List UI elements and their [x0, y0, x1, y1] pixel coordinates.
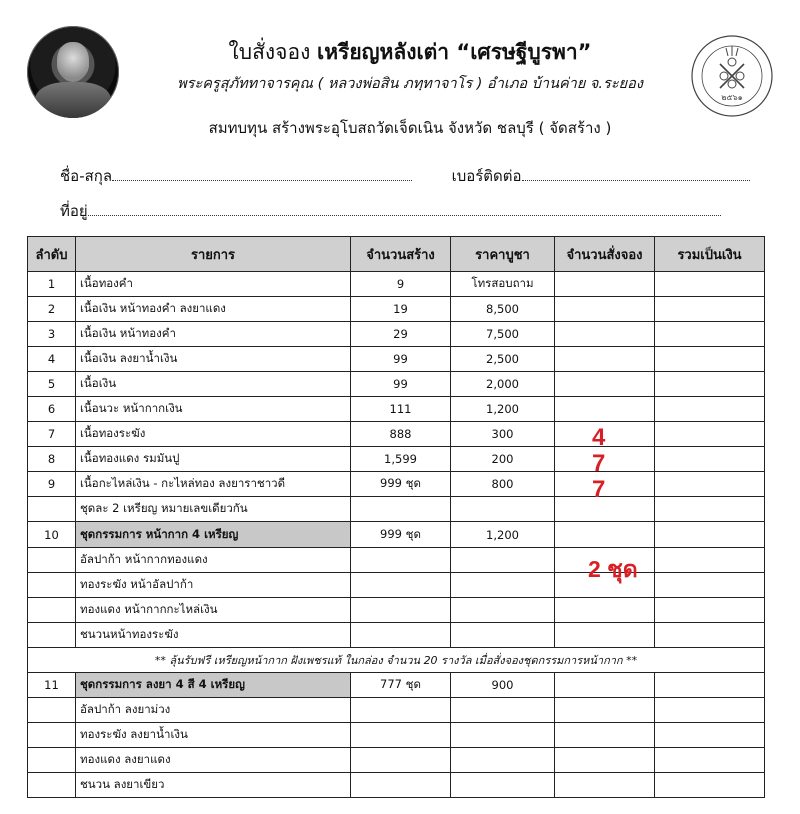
cell-price: 200: [451, 447, 555, 472]
cell-order[interactable]: [555, 347, 655, 372]
cell-item: เนื้อทองระฆัง: [76, 422, 351, 447]
cell-order[interactable]: [555, 397, 655, 422]
cell-total[interactable]: [655, 623, 765, 648]
cell-order[interactable]: [555, 748, 655, 773]
cell-price: 2,000: [451, 372, 555, 397]
table-row: [28, 472, 765, 497]
cell-no: 7: [28, 422, 76, 447]
cell-no: 5: [28, 372, 76, 397]
cell-qty: 777 ชุด: [351, 673, 451, 698]
cell-price: 2,500: [451, 347, 555, 372]
cell-price: 8,500: [451, 297, 555, 322]
cell-qty: 29: [351, 322, 451, 347]
table-row: [28, 422, 765, 447]
cell-item: อัลปาก้า ลงยาม่วง: [76, 698, 351, 723]
cell-no: 10: [28, 522, 76, 548]
cell-no: [28, 698, 76, 723]
cell-total[interactable]: [655, 773, 765, 798]
table-row: [28, 748, 765, 773]
table-row: [28, 698, 765, 723]
table-row: [28, 447, 765, 472]
name-label: ชื่อ-สกุล: [60, 167, 113, 185]
purpose-line: สมทบทุน สร้างพระอุโบสถวัดเจ็ดเนิน จังหวัด ชลบุรี ( จัดสร้าง ): [208, 119, 612, 137]
cell-no: 6: [28, 397, 76, 422]
cell-total[interactable]: [655, 698, 765, 723]
cell-price: 900: [451, 673, 555, 698]
cell-total[interactable]: [655, 573, 765, 598]
cell-total[interactable]: [655, 322, 765, 347]
table-row: [28, 397, 765, 422]
cell-item: ทองระฆัง ลงยาน้ำเงิน: [76, 723, 351, 748]
table-row: [28, 623, 765, 648]
promo-note-row: [28, 648, 765, 673]
cell-total[interactable]: [655, 347, 765, 372]
cell-qty: [351, 548, 451, 573]
cell-item: ชนวนหน้าทองระฆัง: [76, 623, 351, 648]
cell-qty: [351, 623, 451, 648]
cell-total[interactable]: [655, 272, 765, 297]
cell-no: 11: [28, 673, 76, 698]
cell-price: [451, 698, 555, 723]
cell-qty: [351, 573, 451, 598]
cell-price: [451, 748, 555, 773]
cell-no: [28, 773, 76, 798]
order-qty-row7: 4: [592, 424, 606, 451]
cell-price: [451, 723, 555, 748]
subtitle: พระครูสุภัททาจารคุณ ( หลวงพ่อสิน ภทฺทาจาโร ) อำเภอ บ้านค่าย จ.ระยอง: [177, 76, 643, 92]
portrait-robe: [35, 82, 111, 118]
cell-item: เนื้อเงิน: [76, 372, 351, 397]
order-qty-alpaca: 2 ชุด: [588, 556, 638, 582]
cell-price: 7,500: [451, 322, 555, 347]
table-row: [28, 297, 765, 322]
cell-total[interactable]: [655, 723, 765, 748]
cell-total[interactable]: [655, 522, 765, 548]
svg-text:๒๕๖๑: ๒๕๖๑: [721, 93, 743, 102]
table-row: [28, 522, 765, 548]
cell-item: ชุดกรรมการ หน้ากาก 4 เหรียญ: [76, 522, 351, 548]
cell-total[interactable]: [655, 497, 765, 522]
cell-no: 3: [28, 322, 76, 347]
table-row: [28, 673, 765, 698]
cell-qty: 999 ชุด: [351, 472, 451, 497]
cell-no: 2: [28, 297, 76, 322]
cell-total[interactable]: [655, 748, 765, 773]
cell-order[interactable]: [555, 698, 655, 723]
table-row: [28, 372, 765, 397]
cell-price: [451, 497, 555, 522]
order-table: [27, 236, 765, 798]
cell-item: ทองแดง หน้ากากกะไหล่เงิน: [76, 598, 351, 623]
cell-qty: 999 ชุด: [351, 522, 451, 548]
cell-order[interactable]: [555, 598, 655, 623]
cell-order[interactable]: [555, 322, 655, 347]
table-row: [28, 773, 765, 798]
cell-order[interactable]: [555, 773, 655, 798]
cell-total[interactable]: [655, 472, 765, 497]
cell-order[interactable]: [555, 297, 655, 322]
cell-price: 300: [451, 422, 555, 447]
order-qty-row9: 7: [592, 476, 606, 503]
table-header-row: [28, 237, 765, 272]
cell-item: เนื้อกะไหล่เงิน - กะไหล่ทอง ลงยาราชาวดี: [76, 472, 351, 497]
phone-blank[interactable]: [522, 166, 750, 181]
cell-item: ชุดละ 2 เหรียญ หมายเลขเดียวกัน: [76, 497, 351, 522]
table-row: [28, 347, 765, 372]
table-row: [28, 272, 765, 297]
cell-total[interactable]: [655, 372, 765, 397]
cell-item: ทองระฆัง หน้าอัลปาก้า: [76, 573, 351, 598]
cell-item: ชนวน ลงยาเขียว: [76, 773, 351, 798]
promo-note: ** ลุ้นรับฟรี เหรียญหน้ากาก ฝังเพชรแท้ ในกล่อง จำนวน 20 รางวัล เมื่อสั่งจองชุดกรรมการหน้ากาก **: [28, 648, 765, 673]
table-row: [28, 322, 765, 347]
cell-order[interactable]: [555, 272, 655, 297]
cell-qty: [351, 497, 451, 522]
monk-portrait: [27, 26, 119, 118]
cell-no: 8: [28, 447, 76, 472]
cell-total[interactable]: [655, 548, 765, 573]
cell-total[interactable]: [655, 397, 765, 422]
cell-price: [451, 548, 555, 573]
cell-price: 1,200: [451, 522, 555, 548]
cell-item: เนื้อทองแดง รมมันปู: [76, 447, 351, 472]
cell-no: [28, 497, 76, 522]
cell-total[interactable]: [655, 598, 765, 623]
cell-qty: 1,599: [351, 447, 451, 472]
cell-item: อัลปาก้า หน้ากากทองแดง: [76, 548, 351, 573]
cell-qty: [351, 773, 451, 798]
cell-item: ชุดกรรมการ ลงยา 4 สี 4 เหรียญ: [76, 673, 351, 698]
cell-price: [451, 623, 555, 648]
cell-qty: 19: [351, 297, 451, 322]
title-prefix: ใบสั่งจอง: [228, 40, 311, 64]
cell-price: โทรสอบถาม: [451, 272, 555, 297]
cell-item: ทองแดง ลงยาแดง: [76, 748, 351, 773]
cell-qty: [351, 698, 451, 723]
col-header-no: ลำดับ: [28, 237, 76, 272]
cell-item: เนื้อเงิน หน้าทองคำ: [76, 322, 351, 347]
col-header-price: ราคาบูชา: [451, 237, 555, 272]
address-blank[interactable]: [88, 201, 721, 216]
cell-order[interactable]: [555, 623, 655, 648]
cell-price: [451, 573, 555, 598]
cell-no: [28, 598, 76, 623]
table-row: [28, 548, 765, 573]
cell-qty: 888: [351, 422, 451, 447]
cell-qty: 9: [351, 272, 451, 297]
table-row: [28, 497, 765, 522]
table-row: [28, 723, 765, 748]
title-main: เหรียญหลังเต่า “เศรษฐีบูรพา”: [317, 40, 592, 64]
page-title: [130, 36, 690, 69]
cell-no: 4: [28, 347, 76, 372]
phone-label: เบอร์ติดต่อ: [451, 167, 522, 185]
col-header-order: จำนวนสั่งจอง: [555, 237, 655, 272]
cell-order[interactable]: [555, 673, 655, 698]
cell-qty: 99: [351, 347, 451, 372]
cell-item: เนื้อเงิน หน้าทองคำ ลงยาแดง: [76, 297, 351, 322]
cell-price: 1,200: [451, 397, 555, 422]
name-blank[interactable]: [112, 166, 412, 181]
cell-item: เนื้อนวะ หน้ากากเงิน: [76, 397, 351, 422]
cell-no: 9: [28, 472, 76, 497]
cell-price: [451, 598, 555, 623]
col-header-total: รวมเป็นเงิน: [655, 237, 765, 272]
cell-qty: [351, 723, 451, 748]
table-row: [28, 598, 765, 623]
temple-seal-logo: [690, 34, 774, 118]
cell-price: 800: [451, 472, 555, 497]
cell-no: [28, 548, 76, 573]
cell-total[interactable]: [655, 447, 765, 472]
cell-order[interactable]: [555, 372, 655, 397]
cell-qty: [351, 598, 451, 623]
cell-no: 1: [28, 272, 76, 297]
cell-order[interactable]: [555, 522, 655, 548]
cell-total[interactable]: [655, 673, 765, 698]
order-qty-row8: 7: [592, 450, 606, 477]
cell-no: [28, 623, 76, 648]
table-row: [28, 573, 765, 598]
cell-price: [451, 773, 555, 798]
cell-qty: [351, 748, 451, 773]
cell-item: เนื้อทองคำ: [76, 272, 351, 297]
cell-order[interactable]: [555, 723, 655, 748]
cell-no: [28, 573, 76, 598]
cell-no: [28, 723, 76, 748]
cell-qty: 99: [351, 372, 451, 397]
cell-no: [28, 748, 76, 773]
cell-qty: 111: [351, 397, 451, 422]
col-header-item: รายการ: [76, 237, 351, 272]
name-field-row: [60, 164, 750, 188]
cell-item: เนื้อเงิน ลงยาน้ำเงิน: [76, 347, 351, 372]
address-label: ที่อยู่: [60, 202, 88, 220]
col-header-qty: จำนวนสร้าง: [351, 237, 451, 272]
cell-total[interactable]: [655, 297, 765, 322]
portrait-face: [57, 42, 89, 82]
cell-total[interactable]: [655, 422, 765, 447]
address-field-row: [60, 199, 721, 223]
